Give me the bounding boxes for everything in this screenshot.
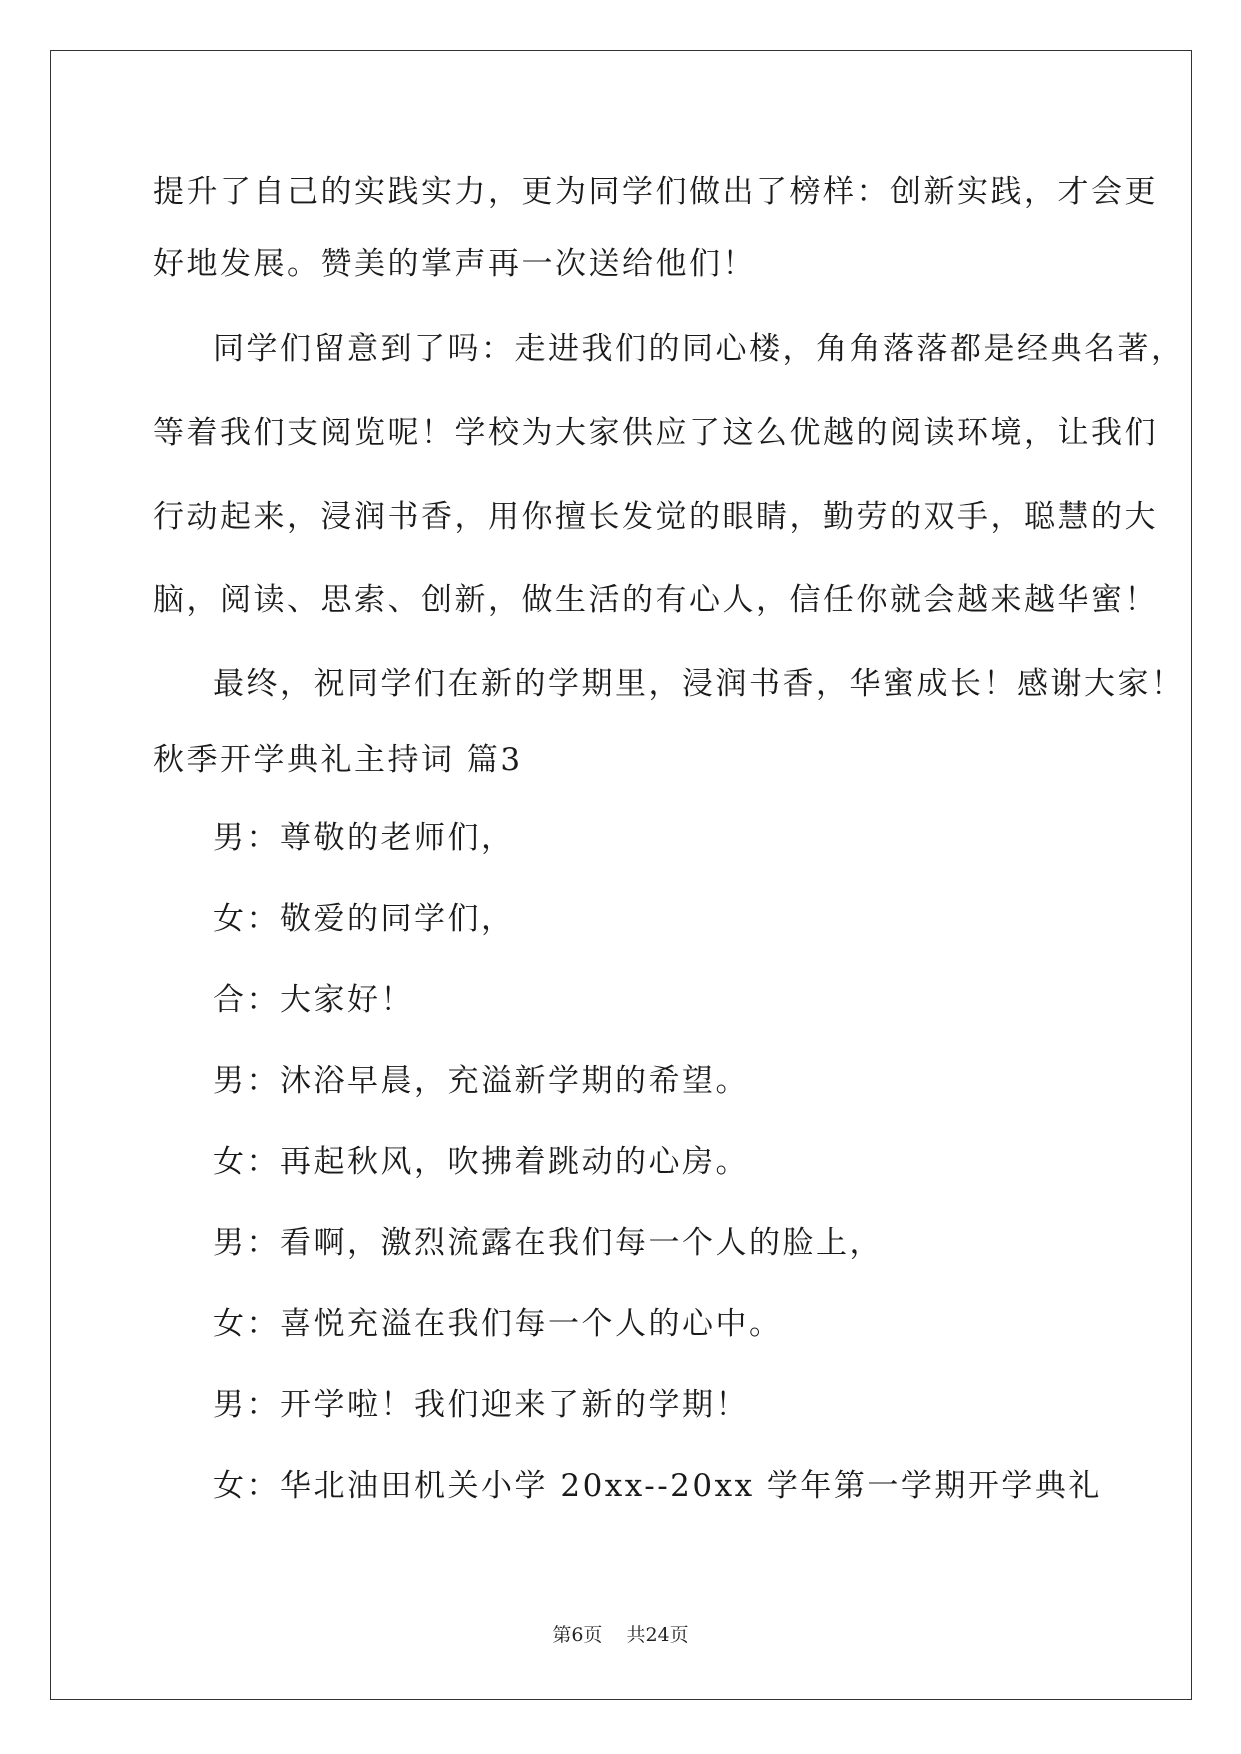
paragraph-line: 脑，阅读、思索、创新，做生活的有心人，信任你就会越来越华蜜！ [153, 582, 1158, 618]
section-heading: 秋季开学典礼主持词 篇3 [153, 742, 523, 778]
dialogue-line: 男：沐浴早晨，充溢新学期的希望。 [213, 1063, 749, 1099]
page-footer [0, 1623, 1241, 1647]
dialogue-line: 女：华北油田机关小学 20xx--20xx 学年第一学期开学典礼 [213, 1468, 1102, 1504]
dialogue-line: 女：敬爱的同学们， [213, 901, 515, 937]
paragraph-line: 好地发展。赞美的掌声再一次送给他们！ [153, 246, 756, 282]
page-number: 第6页 [552, 1624, 603, 1646]
paragraph-line: 提升了自己的实践实力，更为同学们做出了榜样：创新实践，才会更 [153, 174, 1158, 210]
dialogue-line: 女：喜悦充溢在我们每一个人的心中。 [213, 1306, 783, 1342]
dialogue-line: 男：开学啦！我们迎来了新的学期！ [213, 1387, 749, 1423]
dialogue-line: 女：再起秋风，吹拂着跳动的心房。 [213, 1144, 749, 1180]
page-total: 共24页 [626, 1624, 689, 1646]
page-border [50, 50, 1192, 1700]
dialogue-line: 合：大家好！ [213, 982, 414, 1018]
paragraph-line: 同学们留意到了吗：走进我们的同心楼，角角落落都是经典名著， [213, 331, 1185, 367]
paragraph-line: 最终，祝同学们在新的学期里，浸润书香，华蜜成长！感谢大家！ [213, 666, 1185, 702]
paragraph-line: 等着我们支阅览呢！学校为大家供应了这么优越的阅读环境，让我们 [153, 415, 1158, 451]
dialogue-line: 男：看啊，激烈流露在我们每一个人的脸上， [213, 1225, 883, 1261]
paragraph-line: 行动起来，浸润书香，用你擅长发觉的眼睛，勤劳的双手，聪慧的大 [153, 499, 1158, 535]
dialogue-line: 男：尊敬的老师们， [213, 820, 515, 856]
